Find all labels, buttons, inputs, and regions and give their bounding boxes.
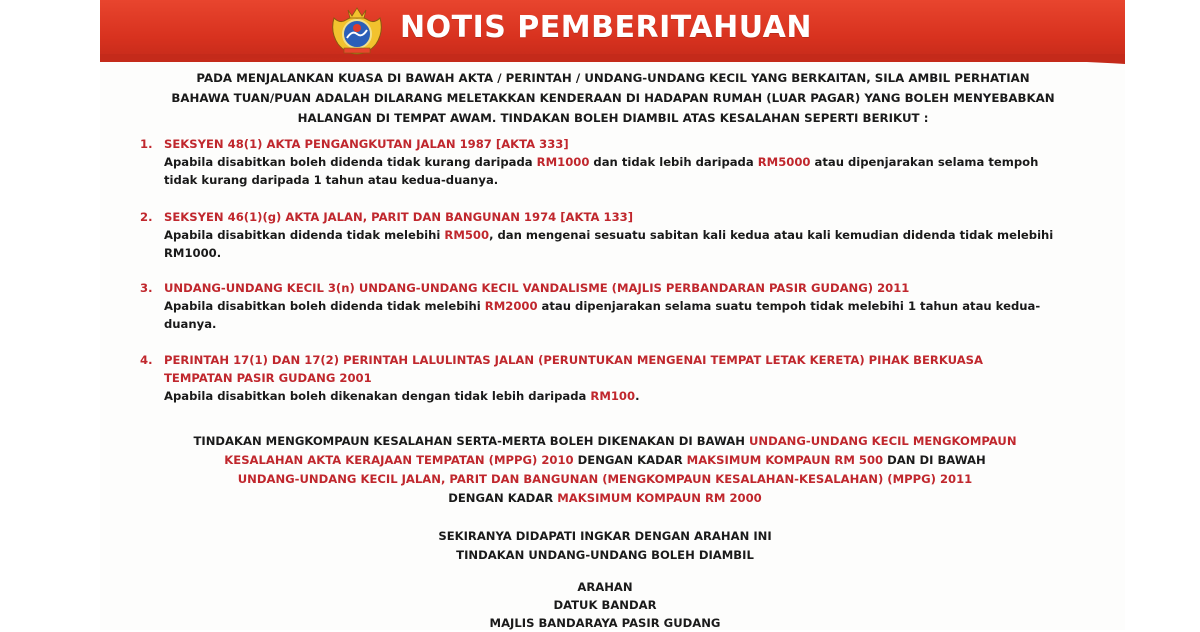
max-compound-amount: MAKSIMUM KOMPAUN RM 500	[686, 453, 884, 467]
compound-text: TINDAKAN MENGKOMPAUN KESALAHAN SERTA-MERTA BOLEH DIKENAKAN DI BAWAH	[193, 434, 749, 448]
item-number: 1.	[140, 137, 153, 151]
compound-text: DAN DI BAWAH	[883, 453, 986, 467]
item-number: 3.	[140, 281, 153, 295]
by-law-reference: UNDANG-UNDANG KECIL MENGKOMPAUN	[748, 434, 1017, 448]
warning-block	[140, 527, 1070, 565]
signature-block	[140, 578, 1070, 632]
fine-amount: RM1000	[536, 155, 590, 169]
body-text: .	[635, 389, 640, 403]
max-compound-amount: MAKSIMUM KOMPAUN RM 2000	[557, 491, 762, 505]
warning-line: TINDAKAN UNDANG-UNDANG BOLEH DIAMBIL	[456, 548, 754, 562]
notice-title: NOTIS PEMBERITAHUAN	[400, 10, 812, 45]
compound-line	[140, 489, 1070, 508]
item-body-line: RM1000.	[164, 246, 222, 260]
intro-paragraph	[118, 68, 1108, 128]
item-body-line: tidak kurang daripada 1 tahun atau kedua-duanya.	[164, 173, 499, 187]
intro-line: BAHAWA TUAN/PUAN ADALAH DILARANG MELETAKKAN KENDERAAN DI HADAPAN RUMAH (LUAR PAGAR) YANG BOLEH MENYEBABKAN	[171, 91, 1055, 105]
fine-amount: RM2000	[484, 299, 538, 313]
body-text: , dan mengenai sesuatu sabitan kali kedua atau kali kemudian didenda tidak melebihi	[489, 228, 1054, 242]
body-text: Apabila disabitkan boleh didenda tidak melebihi	[164, 299, 485, 313]
offence-item-2	[140, 208, 1090, 262]
item-number: 2.	[140, 210, 153, 224]
compound-text: DENGAN KADAR	[573, 453, 687, 467]
compound-text: DENGAN KADAR	[448, 491, 558, 505]
body-text: dan tidak lebih daripada	[589, 155, 758, 169]
offence-item-3	[140, 279, 1090, 333]
by-law-reference: KESALAHAN AKTA KERAJAAN TEMPATAN (MPPG) 2010	[224, 453, 574, 467]
item-heading: UNDANG-UNDANG KECIL 3(n) UNDANG-UNDANG KECIL VANDALISME (MAJLIS PERBANDARAN PASIR GUDANG) 2011	[164, 281, 910, 295]
item-body	[164, 153, 1090, 171]
city-crest-icon	[328, 4, 386, 56]
item-heading: TEMPATAN PASIR GUDANG 2001	[164, 371, 372, 385]
intro-line: HALANGAN DI TEMPAT AWAM. TINDAKAN BOLEH DIAMBIL ATAS KESALAHAN SEPERTI BERIKUT :	[297, 111, 929, 125]
compound-line	[140, 432, 1070, 451]
body-text: atau dipenjarakan selama suatu tempoh tidak melebihi 1 tahun atau kedua-	[537, 299, 1041, 313]
body-text: Apabila disabitkan didenda tidak melebihi	[164, 228, 445, 242]
banner-wave-edge	[100, 54, 1125, 64]
item-heading: SEKSYEN 46(1)(g) AKTA JALAN, PARIT DAN BANGUNAN 1974 [AKTA 133]	[164, 210, 634, 224]
item-body	[164, 226, 1090, 244]
fine-amount: RM5000	[757, 155, 811, 169]
signature-line: ARAHAN	[577, 580, 633, 594]
fine-amount: RM100	[590, 389, 636, 403]
compound-line	[140, 470, 1070, 489]
body-text: Apabila disabitkan boleh dikenakan dengan tidak lebih daripada	[164, 389, 591, 403]
compound-paragraph	[140, 432, 1070, 508]
item-body	[164, 297, 1090, 315]
by-law-reference: UNDANG-UNDANG KECIL JALAN, PARIT DAN BANGUNAN (MENGKOMPAUN KESALAHAN-KESALAHAN) (MPPG) 2011	[237, 472, 973, 486]
signature-line: MAJLIS BANDARAYA PASIR GUDANG	[489, 616, 721, 630]
item-number: 4.	[140, 353, 153, 367]
item-body	[164, 387, 1090, 405]
signature-line: DATUK BANDAR	[553, 598, 657, 612]
offence-item-4	[140, 351, 1090, 405]
item-heading: SEKSYEN 48(1) AKTA PENGANGKUTAN JALAN 1987 [AKTA 333]	[164, 137, 569, 151]
intro-line: PADA MENJALANKAN KUASA DI BAWAH AKTA / PERINTAH / UNDANG-UNDANG KECIL YANG BERKAITAN, SILA AMBIL PERHATIAN	[196, 71, 1030, 85]
warning-line: SEKIRANYA DIDAPATI INGKAR DENGAN ARAHAN INI	[438, 529, 772, 543]
offence-item-1	[140, 135, 1090, 189]
body-text: atau dipenjarakan selama tempoh	[810, 155, 1039, 169]
item-body-line: duanya.	[164, 317, 217, 331]
body-text: Apabila disabitkan boleh didenda tidak kurang daripada	[164, 155, 537, 169]
item-heading: PERINTAH 17(1) DAN 17(2) PERINTAH LALULINTAS JALAN (PERUNTUKAN MENGENAI TEMPAT LETAK KERETA) PIHAK BERKUASA	[164, 353, 983, 367]
compound-line	[140, 451, 1070, 470]
fine-amount: RM500	[444, 228, 490, 242]
